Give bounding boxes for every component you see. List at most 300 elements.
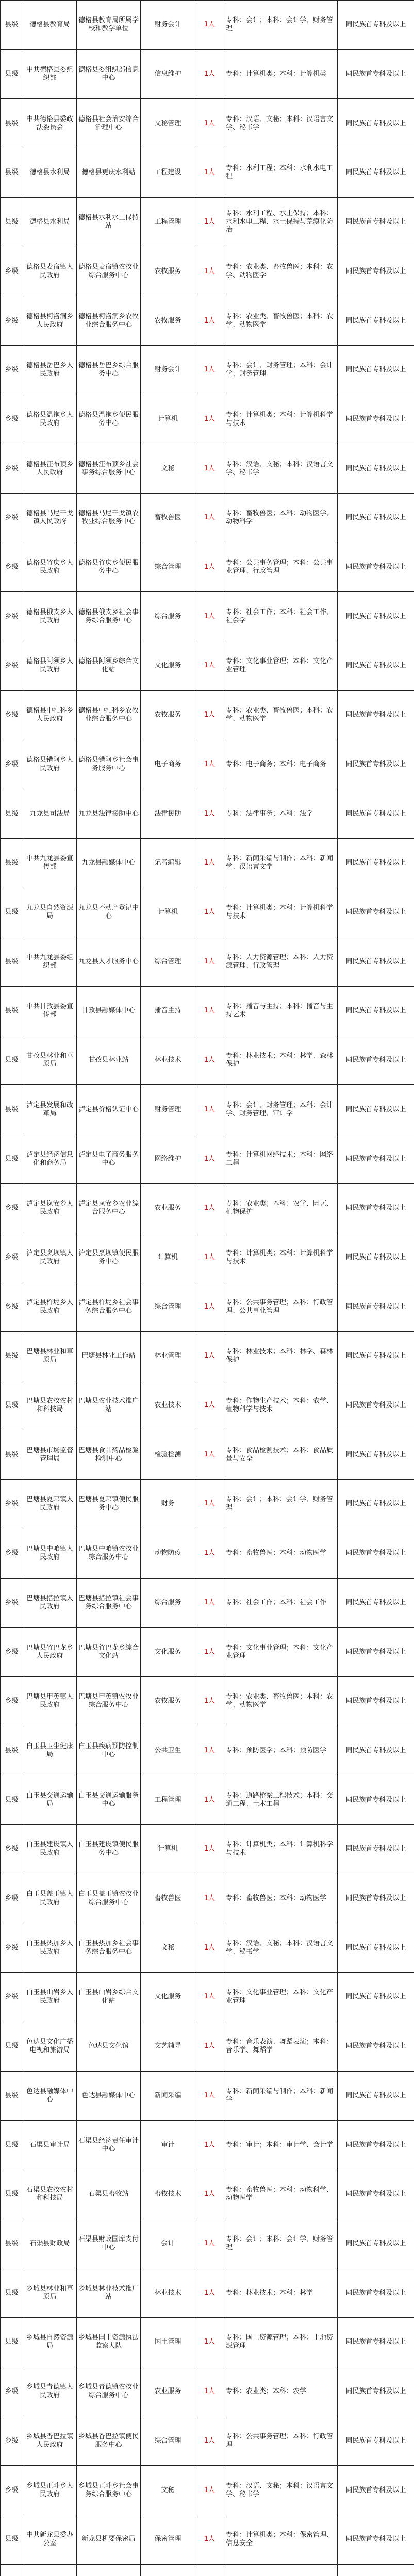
unit-cell: 德格县汪布顶乡人民政府 (23, 444, 77, 494)
unit-cell: 中共九龙县委组织部 (23, 937, 77, 987)
table-row (1, 2022, 414, 2071)
count-cell: 1人 (195, 1874, 224, 1923)
department-cell: 新龙县机要保密局 (77, 2515, 141, 2564)
requirement-cell: 专科：国土资源管理；本科：土地资源管理 (224, 2318, 338, 2367)
count-cell: 1人 (195, 1775, 224, 1825)
note-cell: 同民族首专科及以上 (338, 1480, 414, 1529)
post-cell: 电子商务 (141, 740, 195, 789)
requirement-cell: 专科：新闻采编与制作；本科：新闻学、汉语言文学 (224, 838, 338, 888)
unit-cell: 白玉县交通运输局 (23, 1775, 77, 1825)
count-cell: 1人 (195, 1923, 224, 1973)
unit-cell: 泸定县岚安乡人民政府 (23, 1183, 77, 1233)
table-row (1, 2268, 414, 2318)
department-cell: 白玉县交通运输服务中心 (77, 1775, 141, 1825)
requirement-cell: 专科：审计；本科：审计学、会计学 (224, 2121, 338, 2170)
unit-cell: 德格县柯洛洞乡人民政府 (23, 296, 77, 346)
count-cell: 1人 (195, 1480, 224, 1529)
department-cell: 德格县马尼干戈镇农牧业综合服务中心 (77, 494, 141, 543)
count-cell: 1人 (195, 395, 224, 444)
note-cell: 同民族首专科及以上 (338, 1381, 414, 1430)
post-cell: 会计 (141, 2219, 195, 2268)
requirement-cell: 专科：水利工程；本科：水利水电工程 (224, 148, 338, 198)
table-row (1, 2121, 414, 2170)
level-cell: 乡级 (1, 690, 23, 740)
table-row (1, 1381, 414, 1430)
count-cell: 1人 (195, 543, 224, 592)
table-row (1, 1628, 414, 1677)
requirement-cell: 专科：计算机网络技术；本科：网络工程 (224, 1134, 338, 1184)
level-cell: 乡级 (1, 494, 23, 543)
table-row (1, 1085, 414, 1134)
table-row (1, 1775, 414, 1825)
post-cell: 计算机 (141, 1825, 195, 1874)
count-cell: 1人 (195, 148, 224, 198)
post-cell: 审计 (141, 2121, 195, 2170)
post-cell: 工程管理 (141, 197, 195, 247)
post-cell: 公共卫生 (141, 1726, 195, 1775)
note-cell: 同民族首专科及以上 (338, 1, 414, 50)
count-cell: 1人 (195, 2219, 224, 2268)
level-cell: 县级 (1, 99, 23, 148)
requirement-cell: 专科：农业类；本科：农学、园艺、植物保护 (224, 1183, 338, 1233)
requirement-cell: 专科：水利工程、水土保持；本科：水利水电工程、水土保持与荒漠化防治 (224, 197, 338, 247)
count-cell: 1人 (195, 1628, 224, 1677)
table-row (1, 1331, 414, 1381)
note-cell: 同民族首专科及以上 (338, 1628, 414, 1677)
requirement-cell: 专科：汉语、文秘；本科：汉语言文学、秘书学 (224, 444, 338, 494)
level-cell: 乡级 (1, 1529, 23, 1578)
table-row (1, 296, 414, 346)
level-cell: 乡级 (1, 2416, 23, 2466)
unit-cell: 石渠县财政局 (23, 2219, 77, 2268)
note-cell: 同民族首专科及以上 (338, 1578, 414, 1628)
requirement-cell: 专科：农业类；本科：农学 (224, 2367, 338, 2416)
note-cell: 同民族首专科及以上 (338, 148, 414, 198)
requirement-cell: 专科：文化事业管理；本科：文化产业管理 (224, 1973, 338, 2022)
department-cell: 乡城县林业技术推广站 (77, 2268, 141, 2318)
note-cell: 同民族首专科及以上 (338, 1036, 414, 1085)
department-cell: 泸定县价格认证中心 (77, 1085, 141, 1134)
note-cell: 同民族首专科及以上 (338, 2170, 414, 2219)
count-cell: 1人 (195, 2071, 224, 2121)
table-row (1, 641, 414, 691)
note-cell: 同民族首专科及以上 (338, 1183, 414, 1233)
post-cell: 财务 (141, 1480, 195, 1529)
note-cell: 同民族首专科及以上 (338, 1874, 414, 1923)
count-cell: 1人 (195, 345, 224, 395)
post-cell: 农牧服务 (141, 1676, 195, 1726)
table-row (1, 592, 414, 641)
table-row (1, 2219, 414, 2268)
table-row (1, 690, 414, 740)
department-cell: 巴塘县夏邛镇便民服务中心 (77, 1480, 141, 1529)
level-cell: 县级 (1, 987, 23, 1036)
unit-cell: 德格县阿须乡人民政府 (23, 641, 77, 691)
department-cell: 德格县麦宿镇农牧业综合服务中心 (77, 247, 141, 296)
note-cell: 同民族首专科及以上 (338, 1529, 414, 1578)
unit-cell: 巴塘县市场监督管理局 (23, 1430, 77, 1480)
requirement-cell: 专科：畜牧兽医；本科：动物科学、动物医学 (224, 2170, 338, 2219)
requirement-cell: 专科：会计、财务管理；本科：会计学、财务管理、审计学 (224, 1085, 338, 1134)
requirement-cell (224, 2564, 338, 2576)
note-cell: 同民族首专科及以上 (338, 444, 414, 494)
note-cell: 同民族首专科及以上 (338, 1825, 414, 1874)
level-cell: 乡级 (1, 1480, 23, 1529)
department-cell: 德格县水利水土保持站 (77, 197, 141, 247)
unit-cell: 石渠县农牧农村和科技局 (23, 2170, 77, 2219)
level-cell: 县级 (1, 888, 23, 937)
level-cell: 县级 (1, 49, 23, 99)
department-cell: 甘孜县融媒体中心 (77, 987, 141, 1036)
unit-cell: 甘孜县林业和草原局 (23, 1036, 77, 1085)
department-cell: 九龙县不动产登记中心 (77, 888, 141, 937)
department-cell: 德格县更庆水利站 (77, 148, 141, 198)
requirement-cell: 专科：文化事业管理；本科：文化产业管理 (224, 1628, 338, 1677)
note-cell: 同民族首专科及以上 (338, 2416, 414, 2466)
level-cell: 乡级 (1, 395, 23, 444)
note-cell: 同民族首专科及以上 (338, 937, 414, 987)
unit-cell: 中共甘孜县委宣传部 (23, 987, 77, 1036)
post-cell: 综合管理 (141, 937, 195, 987)
count-cell: 1人 (195, 937, 224, 987)
department-cell: 白玉县盖玉镇农牧业综合服务中心 (77, 1874, 141, 1923)
level-cell: 县级 (1, 838, 23, 888)
level-cell: 乡级 (1, 1282, 23, 1332)
table-row (1, 197, 414, 247)
requirement-cell: 专科：计算机类；本科：计算机科学与技术 (224, 395, 338, 444)
unit-cell: 泸定县经济信息化和商务局 (23, 1134, 77, 1184)
note-cell: 同民族首专科及以上 (338, 247, 414, 296)
note-cell: 同民族首专科及以上 (338, 2268, 414, 2318)
count-cell: 1人 (195, 1430, 224, 1480)
table-row (1, 1923, 414, 1973)
requirement-cell: 专科：播音与主持；本科：播音与主持艺术 (224, 987, 338, 1036)
post-cell: 综合管理 (141, 2416, 195, 2466)
unit-cell: 色达县融媒体中心 (23, 2071, 77, 2121)
note-cell: 同民族首专科及以上 (338, 1233, 414, 1282)
requirement-cell: 专科：法律事务；本科：法学 (224, 789, 338, 839)
department-cell: 乡城县国土资源执法监察大队 (77, 2318, 141, 2367)
post-cell: 计算机 (141, 395, 195, 444)
note-cell: 同民族首专科及以上 (338, 2219, 414, 2268)
department-cell (77, 2564, 141, 2576)
table-row (1, 1726, 414, 1775)
unit-cell: 德格县中扎科乡人民政府 (23, 690, 77, 740)
department-cell: 德格县中扎科乡农牧业综合服务中心 (77, 690, 141, 740)
table-row (1, 1480, 414, 1529)
table-row (1, 1825, 414, 1874)
count-cell: 1人 (195, 49, 224, 99)
table-row (1, 99, 414, 148)
table-row (1, 1529, 414, 1578)
count-cell: 1人 (195, 641, 224, 691)
requirement-cell: 专科：计算机类；本科：计算机科学与技术 (224, 888, 338, 937)
post-cell (141, 2564, 195, 2576)
post-cell: 法律援助 (141, 789, 195, 839)
department-cell: 巴塘县甲英镇农牧业综合服务中心 (77, 1676, 141, 1726)
count-cell: 1人 (195, 1726, 224, 1775)
unit-cell: 白玉县建设镇人民政府 (23, 1825, 77, 1874)
post-cell: 文化服务 (141, 641, 195, 691)
count-cell: 1人 (195, 494, 224, 543)
department-cell: 泸定县电子商务服务中心 (77, 1134, 141, 1184)
requirement-cell: 专科：农业类、畜牧兽医；本科：农学、动物医学 (224, 1676, 338, 1726)
post-cell: 综合管理 (141, 543, 195, 592)
requirement-cell: 专科：林业技术；本科：林学 (224, 2268, 338, 2318)
unit-cell: 乡城县香巴拉镇人民政府 (23, 2416, 77, 2466)
table-row (1, 345, 414, 395)
level-cell: 乡级 (1, 1628, 23, 1677)
department-cell: 石渠县经济责任审计中心 (77, 2121, 141, 2170)
requirement-cell: 专科：公共事务管理；本科：行政管理、公共事业管理 (224, 1282, 338, 1332)
note-cell: 同民族首专科及以上 (338, 1282, 414, 1332)
post-cell: 记者编辑 (141, 838, 195, 888)
count-cell: 1人 (195, 444, 224, 494)
department-cell: 泸定县岚安乡农业综合服务中心 (77, 1183, 141, 1233)
post-cell: 财务管理 (141, 1085, 195, 1134)
requirement-cell: 专科：汉语、文秘；本科：汉语言文学、秘书学 (224, 2466, 338, 2515)
level-cell: 乡级 (1, 2367, 23, 2416)
level-cell: 乡级 (1, 1578, 23, 1628)
level-cell (1, 2564, 23, 2576)
table-row (1, 740, 414, 789)
table-row (1, 1874, 414, 1923)
note-cell: 同民族首专科及以上 (338, 1085, 414, 1134)
unit-cell: 巴塘县甲英镇人民政府 (23, 1676, 77, 1726)
unit-cell: 泸定县烹坝镇人民政府 (23, 1233, 77, 1282)
level-cell: 乡级 (1, 1676, 23, 1726)
post-cell: 检验检测 (141, 1430, 195, 1480)
requirement-cell: 专科：公共事务管理；本科：公共事业管理、行政管理 (224, 543, 338, 592)
requirement-cell: 专科：畜牧兽医；本科：动物医学 (224, 1874, 338, 1923)
department-cell: 德格县教育局所属学校和教学单位 (77, 1, 141, 50)
count-cell: 1人 (195, 1036, 224, 1085)
note-cell: 同民族首专科及以上 (338, 2022, 414, 2071)
table-row (1, 2170, 414, 2219)
level-cell: 县级 (1, 1134, 23, 1184)
level-cell: 乡级 (1, 345, 23, 395)
unit-cell: 中共德格县委政法委员会 (23, 99, 77, 148)
unit-cell: 巴塘县竹巴龙乡人民政府 (23, 1628, 77, 1677)
level-cell: 乡级 (1, 444, 23, 494)
department-cell: 色达县融媒体中心 (77, 2071, 141, 2121)
level-cell: 乡级 (1, 592, 23, 641)
note-cell: 同民族首专科及以上 (338, 2367, 414, 2416)
unit-cell: 巴塘县中咱镇人民政府 (23, 1529, 77, 1578)
post-cell: 综合管理 (141, 1282, 195, 1332)
note-cell: 同民族首专科及以上 (338, 2466, 414, 2515)
unit-cell: 乡城县青德镇人民政府 (23, 2367, 77, 2416)
note-cell: 同民族首专科及以上 (338, 888, 414, 937)
unit-cell: 泸定县杵坭乡人民政府 (23, 1282, 77, 1332)
level-cell: 县级 (1, 1430, 23, 1480)
post-cell: 农牧服务 (141, 296, 195, 346)
requirement-cell: 专科：文化事业管理；本科：文化产业管理 (224, 641, 338, 691)
level-cell: 县级 (1, 2515, 23, 2564)
requirement-cell: 专科：汉语、文秘；本科：汉语言文学、秘书学 (224, 99, 338, 148)
unit-cell: 乡城县自然资源局 (23, 2318, 77, 2367)
table-row (1, 1578, 414, 1628)
department-cell: 德格县社会治安综合治理中心 (77, 99, 141, 148)
department-cell: 德格县委组织部信息中心 (77, 49, 141, 99)
unit-cell: 德格县错阿乡人民政府 (23, 740, 77, 789)
level-cell: 县级 (1, 1726, 23, 1775)
department-cell: 泸定县杵坭乡社会事务综合服务中心 (77, 1282, 141, 1332)
level-cell: 乡级 (1, 1233, 23, 1282)
department-cell: 巴塘县林业工作站 (77, 1331, 141, 1381)
unit-cell: 白玉县盖玉镇人民政府 (23, 1874, 77, 1923)
unit-cell: 巴塘县农牧农村和科技局 (23, 1381, 77, 1430)
table-row (1, 1973, 414, 2022)
requirement-cell: 专科：新闻采编与制作；本科：新闻学 (224, 2071, 338, 2121)
unit-cell: 德格县水利局 (23, 148, 77, 198)
table-row (1, 49, 414, 99)
unit-cell: 乡城县林业和草原局 (23, 2268, 77, 2318)
requirement-cell: 专科：食品检测技术；本科：食品质量与安全 (224, 1430, 338, 1480)
unit-cell: 德格县竹庆乡人民政府 (23, 543, 77, 592)
count-cell: 1人 (195, 1825, 224, 1874)
table-row (1, 2564, 414, 2576)
table-row (1, 395, 414, 444)
unit-cell: 中共新龙县委办公室 (23, 2515, 77, 2564)
department-cell: 德格县阿须乡综合文化站 (77, 641, 141, 691)
table-row (1, 444, 414, 494)
requirement-cell: 专科：农业类、畜牧兽医；本科：农学、动物医学 (224, 247, 338, 296)
post-cell: 畜牧兽医 (141, 1874, 195, 1923)
note-cell: 同民族首专科及以上 (338, 1134, 414, 1184)
department-cell: 九龙县法律援助中心 (77, 789, 141, 839)
note-cell: 同民族首专科及以上 (338, 1331, 414, 1381)
level-cell: 乡级 (1, 641, 23, 691)
post-cell: 农业服务 (141, 1183, 195, 1233)
level-cell: 乡级 (1, 543, 23, 592)
count-cell: 1人 (195, 2466, 224, 2515)
unit-cell: 德格县马尼干戈镇人民政府 (23, 494, 77, 543)
count-cell: 1人 (195, 888, 224, 937)
note-cell: 同民族首专科及以上 (338, 2071, 414, 2121)
post-cell: 林业技术 (141, 2268, 195, 2318)
count-cell (195, 2564, 224, 2576)
unit-cell: 白玉县卫生健康局 (23, 1726, 77, 1775)
level-cell: 县级 (1, 1036, 23, 1085)
department-cell: 九龙县人才服务中心 (77, 937, 141, 987)
post-cell: 综合服务 (141, 1578, 195, 1628)
level-cell: 乡级 (1, 296, 23, 346)
count-cell: 1人 (195, 1578, 224, 1628)
count-cell: 1人 (195, 838, 224, 888)
table-row (1, 1, 414, 50)
note-cell: 同民族首专科及以上 (338, 1973, 414, 2022)
note-cell: 同民族首专科及以上 (338, 543, 414, 592)
note-cell: 同民族首专科及以上 (338, 1676, 414, 1726)
post-cell: 农业服务 (141, 2367, 195, 2416)
post-cell: 财务会计 (141, 1, 195, 50)
count-cell: 1人 (195, 1676, 224, 1726)
count-cell: 1人 (195, 592, 224, 641)
table-row (1, 2515, 414, 2564)
count-cell: 1人 (195, 1233, 224, 1282)
level-cell: 县级 (1, 2170, 23, 2219)
note-cell: 同民族首专科及以上 (338, 296, 414, 346)
post-cell: 计算机 (141, 888, 195, 937)
department-cell: 德格县温拖乡便民服务中心 (77, 395, 141, 444)
post-cell: 播音主持 (141, 987, 195, 1036)
department-cell: 石渠县财政国库支付中心 (77, 2219, 141, 2268)
note-cell: 同民族首专科及以上 (338, 99, 414, 148)
count-cell: 1人 (195, 2268, 224, 2318)
requirement-cell: 专科：人力资源管理；本科：人力资源管理、行政管理 (224, 937, 338, 987)
level-cell: 县级 (1, 789, 23, 839)
requirement-cell: 专科：道路桥梁工程技术；本科：交通工程、土木工程 (224, 1775, 338, 1825)
count-cell: 1人 (195, 740, 224, 789)
table-row (1, 543, 414, 592)
department-cell: 乡城县青德镇农牧业综合服务中心 (77, 2367, 141, 2416)
unit-cell: 巴塘县措拉镇人民政府 (23, 1578, 77, 1628)
requirement-cell: 专科：社会工作；本科：社会工作、社会学 (224, 592, 338, 641)
table-row (1, 1036, 414, 1085)
level-cell: 乡级 (1, 1923, 23, 1973)
count-cell: 1人 (195, 1085, 224, 1134)
post-cell: 文秘 (141, 444, 195, 494)
department-cell: 德格县汪布顶乡社会事务综合服务中心 (77, 444, 141, 494)
note-cell: 同民族首专科及以上 (338, 2318, 414, 2367)
department-cell: 乡城县正斗乡社会事务综合服务中心 (77, 2466, 141, 2515)
level-cell: 乡级 (1, 247, 23, 296)
level-cell: 县级 (1, 1381, 23, 1430)
level-cell: 县级 (1, 937, 23, 987)
count-cell: 1人 (195, 247, 224, 296)
note-cell: 同民族首专科及以上 (338, 838, 414, 888)
level-cell: 县级 (1, 2022, 23, 2071)
count-cell: 1人 (195, 2022, 224, 2071)
post-cell: 文秘管理 (141, 99, 195, 148)
post-cell: 综合服务 (141, 592, 195, 641)
post-cell: 文化服务 (141, 1628, 195, 1677)
requirement-cell: 专科：林业技术；本科：林学、森林保护 (224, 1331, 338, 1381)
level-cell: 县级 (1, 2268, 23, 2318)
requirement-cell: 专科：农业类、畜牧兽医；本科：农学、动物医学 (224, 690, 338, 740)
department-cell: 色达县文化馆 (77, 2022, 141, 2071)
unit-cell: 中共九龙县委宣传部 (23, 838, 77, 888)
count-cell: 1人 (195, 1381, 224, 1430)
table-row (1, 2416, 414, 2466)
department-cell: 德格县错阿乡社会事务服务中心 (77, 740, 141, 789)
table-row (1, 789, 414, 839)
note-cell: 同民族首专科及以上 (338, 740, 414, 789)
note-cell: 同民族首专科及以上 (338, 592, 414, 641)
department-cell: 石渠县畜牧站 (77, 2170, 141, 2219)
count-cell: 1人 (195, 2121, 224, 2170)
unit-cell: 巴塘县林业和草原局 (23, 1331, 77, 1381)
table-row (1, 1676, 414, 1726)
note-cell: 同民族首专科及以上 (338, 789, 414, 839)
unit-cell: 乡城县正斗乡人民政府 (23, 2466, 77, 2515)
post-cell: 林业技术 (141, 1036, 195, 1085)
note-cell: 同民族首专科及以上 (338, 987, 414, 1036)
department-cell: 泸定县烹坝镇便民服务中心 (77, 1233, 141, 1282)
note-cell: 同民族首专科及以上 (338, 2121, 414, 2170)
count-cell: 1人 (195, 296, 224, 346)
count-cell: 1人 (195, 2416, 224, 2466)
count-cell: 1人 (195, 2318, 224, 2367)
unit-cell: 色达县文化广播电视和旅游局 (23, 2022, 77, 2071)
requirement-cell: 专科：计算机类；本科：计算机类 (224, 49, 338, 99)
count-cell: 1人 (195, 1, 224, 50)
note-cell: 同民族首专科及以上 (338, 1775, 414, 1825)
note-cell: 同民族首专科及以上 (338, 395, 414, 444)
table-row (1, 247, 414, 296)
post-cell: 工程建设 (141, 148, 195, 198)
